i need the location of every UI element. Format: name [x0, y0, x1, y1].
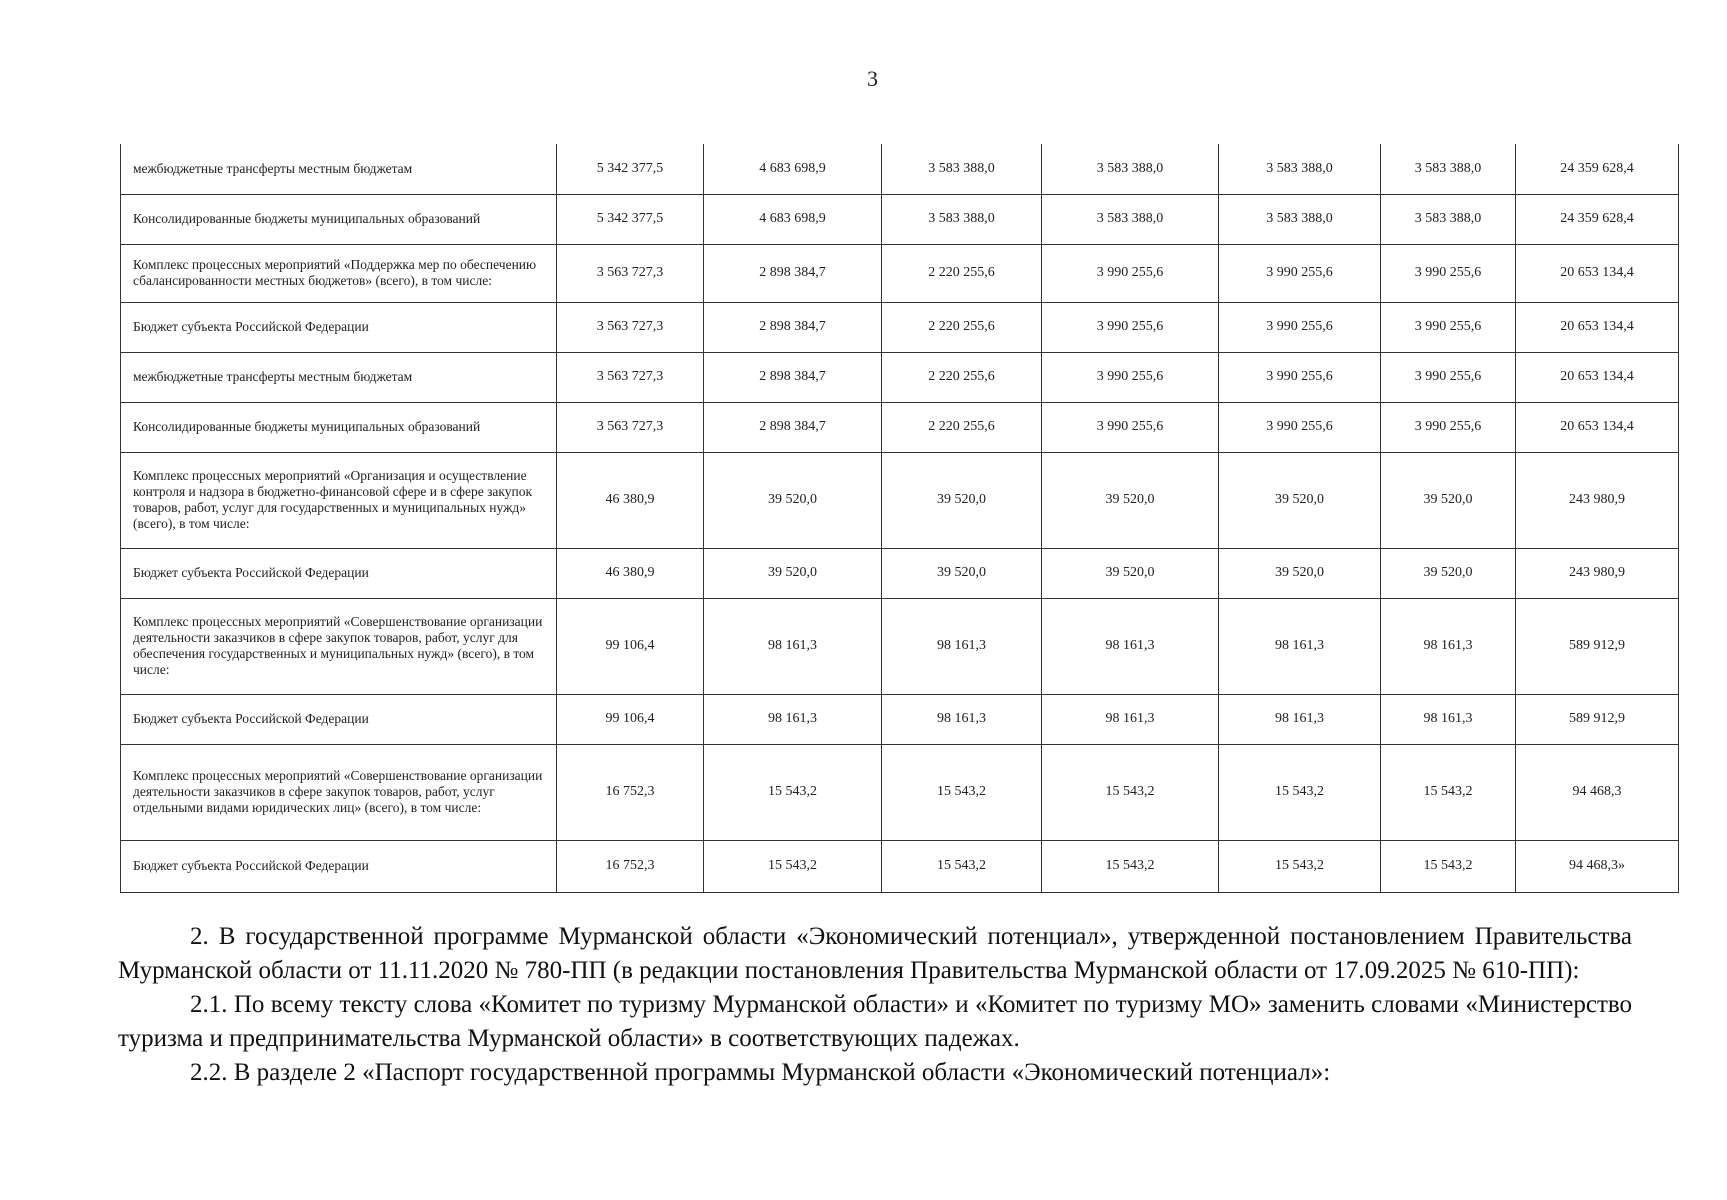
row-year-value: 15 543,2	[1381, 840, 1516, 892]
row-year-value: 3 583 388,0	[1381, 194, 1516, 244]
table-row	[121, 840, 1679, 892]
row-total-value: 243 980,9	[1516, 548, 1679, 598]
row-year-value: 3 583 388,0	[1219, 144, 1381, 194]
page-number: 3	[867, 66, 878, 91]
row-year-value: 3 563 727,3	[557, 302, 704, 352]
table-row	[121, 598, 1679, 694]
table-row	[121, 402, 1679, 452]
row-year-value: 39 520,0	[704, 452, 882, 548]
row-year-value: 98 161,3	[1381, 598, 1516, 694]
budget-table	[120, 144, 1679, 893]
row-year-value: 2 220 255,6	[882, 352, 1042, 402]
row-year-value: 98 161,3	[882, 694, 1042, 744]
paragraph-2: 2. В государственной программе Мурманской области «Экономический потенциал», утвержденной постановлением Правительства Мурманской области от 11.11.2020 № 780-ПП (в редакции постановления Правительства Мурманской области от 17.09.2025 № 610-ПП):	[118, 923, 1632, 984]
row-year-value: 98 161,3	[882, 598, 1042, 694]
row-year-value: 3 990 255,6	[1219, 302, 1381, 352]
row-year-value: 39 520,0	[882, 548, 1042, 598]
row-total-value: 589 912,9	[1516, 694, 1679, 744]
row-year-value: 39 520,0	[1219, 548, 1381, 598]
paragraph-2-2: 2.2. В разделе 2 «Паспорт государственной программы Мурманской области «Экономический потенциал»:	[190, 1059, 1331, 1086]
row-year-value: 3 990 255,6	[1042, 302, 1219, 352]
row-year-value: 15 543,2	[1381, 744, 1516, 840]
row-year-value: 3 583 388,0	[882, 194, 1042, 244]
table-row	[121, 144, 1679, 194]
row-year-value: 3 990 255,6	[1042, 402, 1219, 452]
row-year-value: 3 990 255,6	[1381, 244, 1516, 302]
row-total-value: 24 359 628,4	[1516, 144, 1679, 194]
row-year-value: 2 220 255,6	[882, 402, 1042, 452]
row-year-value: 16 752,3	[557, 840, 704, 892]
row-year-value: 98 161,3	[1042, 598, 1219, 694]
row-year-value: 15 543,2	[882, 840, 1042, 892]
row-year-value: 15 543,2	[704, 744, 882, 840]
table-row	[121, 548, 1679, 598]
row-label: Комплекс процессных мероприятий «Совершенствование организации деятельности заказчиков в сфере закупок товаров, работ, услуг для обеспечения государственных и муниципальных нужд» (всего), в том числе:	[121, 598, 557, 694]
row-year-value: 3 990 255,6	[1042, 244, 1219, 302]
table-row	[121, 744, 1679, 840]
row-year-value: 2 898 384,7	[704, 244, 882, 302]
table-row	[121, 452, 1679, 548]
row-year-value: 3 583 388,0	[1219, 194, 1381, 244]
row-label: Консолидированные бюджеты муниципальных образований	[121, 402, 557, 452]
row-year-value: 3 563 727,3	[557, 402, 704, 452]
paragraph-2-1: 2.1. По всему тексту слова «Комитет по туризму Мурманской области» и «Комитет по туризму МО» заменить словами «Министерство туризма и предпринимательства Мурманской области» в соответствующих падежах.	[118, 991, 1632, 1052]
row-year-value: 3 990 255,6	[1219, 352, 1381, 402]
row-year-value: 2 898 384,7	[704, 402, 882, 452]
row-year-value: 3 990 255,6	[1381, 352, 1516, 402]
row-year-value: 39 520,0	[1042, 452, 1219, 548]
row-total-value: 20 653 134,4	[1516, 244, 1679, 302]
table-row	[121, 194, 1679, 244]
row-total-value: 20 653 134,4	[1516, 352, 1679, 402]
row-year-value: 4 683 698,9	[704, 144, 882, 194]
row-label: Бюджет субъекта Российской Федерации	[121, 694, 557, 744]
row-year-value: 5 342 377,5	[557, 144, 704, 194]
row-total-value: 94 468,3»	[1516, 840, 1679, 892]
row-year-value: 99 106,4	[557, 598, 704, 694]
row-label: межбюджетные трансферты местным бюджетам	[121, 144, 557, 194]
row-year-value: 98 161,3	[1219, 598, 1381, 694]
row-year-value: 16 752,3	[557, 744, 704, 840]
row-year-value: 39 520,0	[1381, 548, 1516, 598]
row-year-value: 3 583 388,0	[1042, 194, 1219, 244]
table-row	[121, 302, 1679, 352]
table-row	[121, 352, 1679, 402]
row-year-value: 3 583 388,0	[1381, 144, 1516, 194]
row-total-value: 243 980,9	[1516, 452, 1679, 548]
row-year-value: 3 563 727,3	[557, 244, 704, 302]
row-year-value: 39 520,0	[704, 548, 882, 598]
row-total-value: 589 912,9	[1516, 598, 1679, 694]
row-year-value: 3 990 255,6	[1219, 402, 1381, 452]
row-year-value: 98 161,3	[1042, 694, 1219, 744]
row-year-value: 5 342 377,5	[557, 194, 704, 244]
row-year-value: 3 583 388,0	[1042, 144, 1219, 194]
row-year-value: 3 990 255,6	[1381, 302, 1516, 352]
row-label: Комплекс процессных мероприятий «Поддержка мер по обеспечению сбалансированности местных бюджетов» (всего), в том числе:	[121, 244, 557, 302]
row-year-value: 39 520,0	[1219, 452, 1381, 548]
row-year-value: 3 990 255,6	[1042, 352, 1219, 402]
row-year-value: 15 543,2	[1219, 744, 1381, 840]
row-year-value: 39 520,0	[882, 452, 1042, 548]
row-year-value: 98 161,3	[704, 694, 882, 744]
row-year-value: 3 563 727,3	[557, 352, 704, 402]
row-year-value: 4 683 698,9	[704, 194, 882, 244]
row-year-value: 2 898 384,7	[704, 302, 882, 352]
table-row	[121, 244, 1679, 302]
row-year-value: 2 220 255,6	[882, 244, 1042, 302]
row-year-value: 15 543,2	[882, 744, 1042, 840]
row-label: Бюджет субъекта Российской Федерации	[121, 548, 557, 598]
row-year-value: 39 520,0	[1381, 452, 1516, 548]
row-year-value: 3 990 255,6	[1219, 244, 1381, 302]
row-label: Бюджет субъекта Российской Федерации	[121, 840, 557, 892]
row-year-value: 15 543,2	[1219, 840, 1381, 892]
row-year-value: 15 543,2	[1042, 744, 1219, 840]
table-row	[121, 694, 1679, 744]
row-total-value: 24 359 628,4	[1516, 194, 1679, 244]
row-year-value: 2 220 255,6	[882, 302, 1042, 352]
row-label: Комплекс процессных мероприятий «Организация и осуществление контроля и надзора в бюджетно-финансовой сфере и в сфере закупок товаров, работ, услуг для государственных и муниципальных нужд» (всего), в том числе:	[121, 452, 557, 548]
row-year-value: 15 543,2	[1042, 840, 1219, 892]
row-year-value: 39 520,0	[1042, 548, 1219, 598]
body-text	[118, 920, 1632, 1090]
table-body	[121, 144, 1679, 892]
row-year-value: 98 161,3	[1219, 694, 1381, 744]
row-label: Комплекс процессных мероприятий «Совершенствование организации деятельности заказчиков в сфере закупок товаров, работ, услуг отдельными видами юридических лиц» (всего), в том числе:	[121, 744, 557, 840]
row-year-value: 98 161,3	[704, 598, 882, 694]
row-total-value: 20 653 134,4	[1516, 402, 1679, 452]
row-year-value: 99 106,4	[557, 694, 704, 744]
row-year-value: 46 380,9	[557, 452, 704, 548]
row-total-value: 94 468,3	[1516, 744, 1679, 840]
row-year-value: 2 898 384,7	[704, 352, 882, 402]
row-label: Консолидированные бюджеты муниципальных образований	[121, 194, 557, 244]
row-total-value: 20 653 134,4	[1516, 302, 1679, 352]
row-label: межбюджетные трансферты местным бюджетам	[121, 352, 557, 402]
row-label: Бюджет субъекта Российской Федерации	[121, 302, 557, 352]
row-year-value: 3 990 255,6	[1381, 402, 1516, 452]
row-year-value: 46 380,9	[557, 548, 704, 598]
row-year-value: 3 583 388,0	[882, 144, 1042, 194]
row-year-value: 98 161,3	[1381, 694, 1516, 744]
row-year-value: 15 543,2	[704, 840, 882, 892]
